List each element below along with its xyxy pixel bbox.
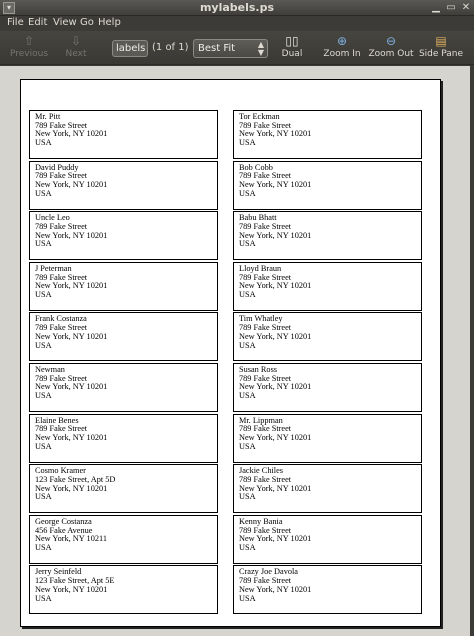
label-city: New York, NY 10201	[35, 382, 108, 392]
label-street: 789 Fake Street	[35, 221, 88, 231]
zoom-out-label: Zoom Out	[368, 49, 414, 59]
label-street: 789 Fake Street	[35, 120, 88, 130]
label-country: USA	[35, 441, 52, 451]
label-city: New York, NY 10201	[35, 281, 108, 291]
label-city: New York, NY 10201	[239, 230, 312, 240]
label-street: 789 Fake Street	[35, 171, 88, 181]
document-viewport[interactable]	[0, 66, 474, 636]
label-name: Lloyd Braun	[239, 263, 282, 273]
label-street: 789 Fake Street	[239, 171, 292, 181]
page-number-input[interactable]: labels	[112, 40, 148, 57]
address-label	[233, 211, 422, 260]
label-name: Bob Cobb	[239, 162, 273, 172]
menu-view-label: View	[53, 17, 77, 28]
side-pane-label: Side Pane	[418, 49, 464, 59]
menu-edit[interactable]	[28, 17, 47, 28]
label-country: USA	[239, 138, 256, 148]
address-label	[29, 565, 218, 614]
label-name: Mr. Pitt	[35, 112, 61, 121]
label-name: Kenny Bania	[239, 516, 283, 526]
address-label	[29, 515, 218, 564]
zoom-select[interactable]	[193, 39, 268, 58]
address-label	[29, 161, 218, 210]
label-name: Elaine Benes	[35, 415, 79, 425]
menu-file-label: File	[7, 17, 24, 28]
menu-view[interactable]	[53, 17, 77, 28]
address-label	[233, 312, 422, 361]
label-city: New York, NY 10201	[35, 331, 108, 341]
label-country: USA	[35, 340, 52, 350]
label-city: New York, NY 10201	[239, 281, 312, 291]
label-name: Crazy Joe Davola	[239, 567, 298, 577]
label-street: 789 Fake Street	[239, 525, 292, 535]
label-country: USA	[35, 239, 52, 249]
zoom-select-value: Best Fit	[198, 43, 236, 54]
zoom-out-icon: ⊖	[385, 34, 397, 48]
label-country: USA	[239, 542, 256, 552]
label-city: New York, NY 10201	[35, 433, 108, 442]
dual-button[interactable]	[264, 33, 320, 63]
arrow-up-icon: ⇧	[23, 34, 35, 48]
label-name: Frank Costanza	[35, 314, 87, 324]
previous-label: Previous	[9, 49, 49, 59]
side-pane-icon: ▤	[435, 34, 447, 48]
label-name: Susan Ross	[239, 365, 278, 374]
label-city: New York, NY 10201	[239, 180, 312, 189]
label-country: USA	[35, 188, 52, 198]
address-label	[29, 110, 218, 159]
title-bar	[0, 0, 474, 16]
label-name: Babu Bhatt	[239, 213, 277, 223]
minimize-icon[interactable]: ▁	[432, 2, 440, 13]
label-country: USA	[239, 492, 256, 502]
maximize-icon[interactable]: ▭	[446, 2, 456, 13]
label-country: USA	[239, 593, 256, 603]
label-street: 456 Fake Avenue	[35, 525, 93, 535]
label-street: 789 Fake Street	[35, 373, 88, 383]
label-country: USA	[239, 340, 256, 350]
label-name: George Costanza	[35, 516, 92, 526]
menu-edit-label: Edit	[28, 17, 48, 28]
label-name: Cosmo Kramer	[35, 466, 86, 476]
page-count: (1 of 1)	[152, 42, 189, 53]
address-label	[233, 515, 422, 564]
address-label	[233, 464, 422, 513]
label-street: 789 Fake Street	[35, 424, 88, 434]
label-street: 789 Fake Street	[35, 323, 88, 333]
menu-go[interactable]	[80, 17, 94, 28]
address-label	[233, 414, 422, 463]
address-label	[233, 262, 422, 311]
label-city: New York, NY 10201	[35, 584, 108, 594]
right-edge	[470, 66, 474, 636]
menu-file[interactable]	[7, 17, 24, 28]
label-street: 789 Fake Street	[239, 576, 292, 586]
label-name: Newman	[35, 365, 65, 374]
label-name: Tor Eckman	[239, 112, 280, 121]
address-label	[233, 565, 422, 614]
label-country: USA	[35, 542, 52, 552]
label-name: Tim Whatley	[239, 314, 283, 324]
address-label	[29, 262, 218, 311]
label-name: Jackie Chiles	[239, 466, 284, 476]
label-city: New York, NY 10201	[239, 534, 312, 544]
menu-help[interactable]	[98, 17, 121, 28]
next-label: Next	[65, 49, 87, 59]
label-street: 789 Fake Street	[239, 373, 292, 383]
label-city: New York, NY 10211	[35, 534, 107, 544]
label-street: 789 Fake Street	[239, 272, 292, 282]
zoom-out-button[interactable]	[363, 33, 419, 63]
label-street: 789 Fake Street	[239, 221, 292, 231]
label-country: USA	[35, 289, 52, 299]
menu-bar	[0, 16, 474, 31]
label-city: New York, NY 10201	[239, 331, 312, 341]
label-country: USA	[35, 593, 52, 603]
zoom-in-button[interactable]	[314, 33, 370, 63]
label-country: USA	[239, 441, 256, 451]
address-label	[29, 464, 218, 513]
dual-label: Dual	[281, 49, 303, 59]
label-street: 789 Fake Street	[239, 424, 292, 434]
document-page	[20, 79, 441, 627]
menu-help-label: Help	[98, 17, 121, 28]
label-city: New York, NY 10201	[239, 129, 312, 139]
label-country: USA	[239, 391, 256, 401]
spin-arrows-icon: ▲ ▼	[257, 40, 264, 57]
label-street: 789 Fake Street	[239, 120, 292, 130]
label-city: New York, NY 10201	[239, 433, 312, 442]
label-street: 789 Fake Street	[239, 474, 292, 484]
label-street: 123 Fake Street, Apt 5D	[35, 474, 116, 484]
label-street: 123 Fake Street, Apt 5E	[35, 576, 115, 586]
arrow-down-icon: ⇩	[70, 34, 82, 48]
label-city: New York, NY 10201	[35, 230, 108, 240]
label-name: David Puddy	[35, 162, 79, 172]
address-label	[29, 312, 218, 361]
address-label	[29, 211, 218, 260]
label-city: New York, NY 10201	[35, 483, 108, 493]
address-label	[233, 161, 422, 210]
side-pane-button[interactable]	[413, 33, 469, 63]
label-country: USA	[35, 492, 52, 502]
menu-go-label: Go	[80, 17, 94, 28]
address-label	[29, 414, 218, 463]
label-city: New York, NY 10201	[239, 382, 312, 392]
label-city: New York, NY 10201	[239, 483, 312, 493]
dual-page-icon: ▯▯	[285, 34, 299, 48]
window-title: mylabels.ps	[199, 1, 275, 14]
address-label	[233, 363, 422, 412]
label-country: USA	[35, 138, 52, 148]
label-name: Uncle Leo	[35, 213, 70, 223]
window-menu-icon[interactable]: ▾	[3, 2, 15, 14]
label-country: USA	[35, 391, 52, 401]
label-city: New York, NY 10201	[35, 129, 108, 139]
next-button[interactable]	[48, 33, 104, 63]
label-country: USA	[239, 289, 256, 299]
label-street: 789 Fake Street	[239, 323, 292, 333]
label-name: J Peterman	[35, 263, 72, 273]
label-city: New York, NY 10201	[35, 180, 108, 189]
label-street: 789 Fake Street	[35, 272, 88, 282]
zoom-in-label: Zoom In	[323, 49, 361, 59]
close-icon[interactable]: ✕	[461, 2, 471, 13]
label-name: Jerry Seinfeld	[35, 567, 82, 577]
zoom-in-icon: ⊕	[336, 34, 348, 48]
address-label	[233, 110, 422, 159]
label-name: Mr. Lippman	[239, 415, 283, 425]
label-city: New York, NY 10201	[239, 584, 312, 594]
label-country: USA	[239, 188, 256, 198]
address-label	[29, 363, 218, 412]
label-country: USA	[239, 239, 256, 249]
